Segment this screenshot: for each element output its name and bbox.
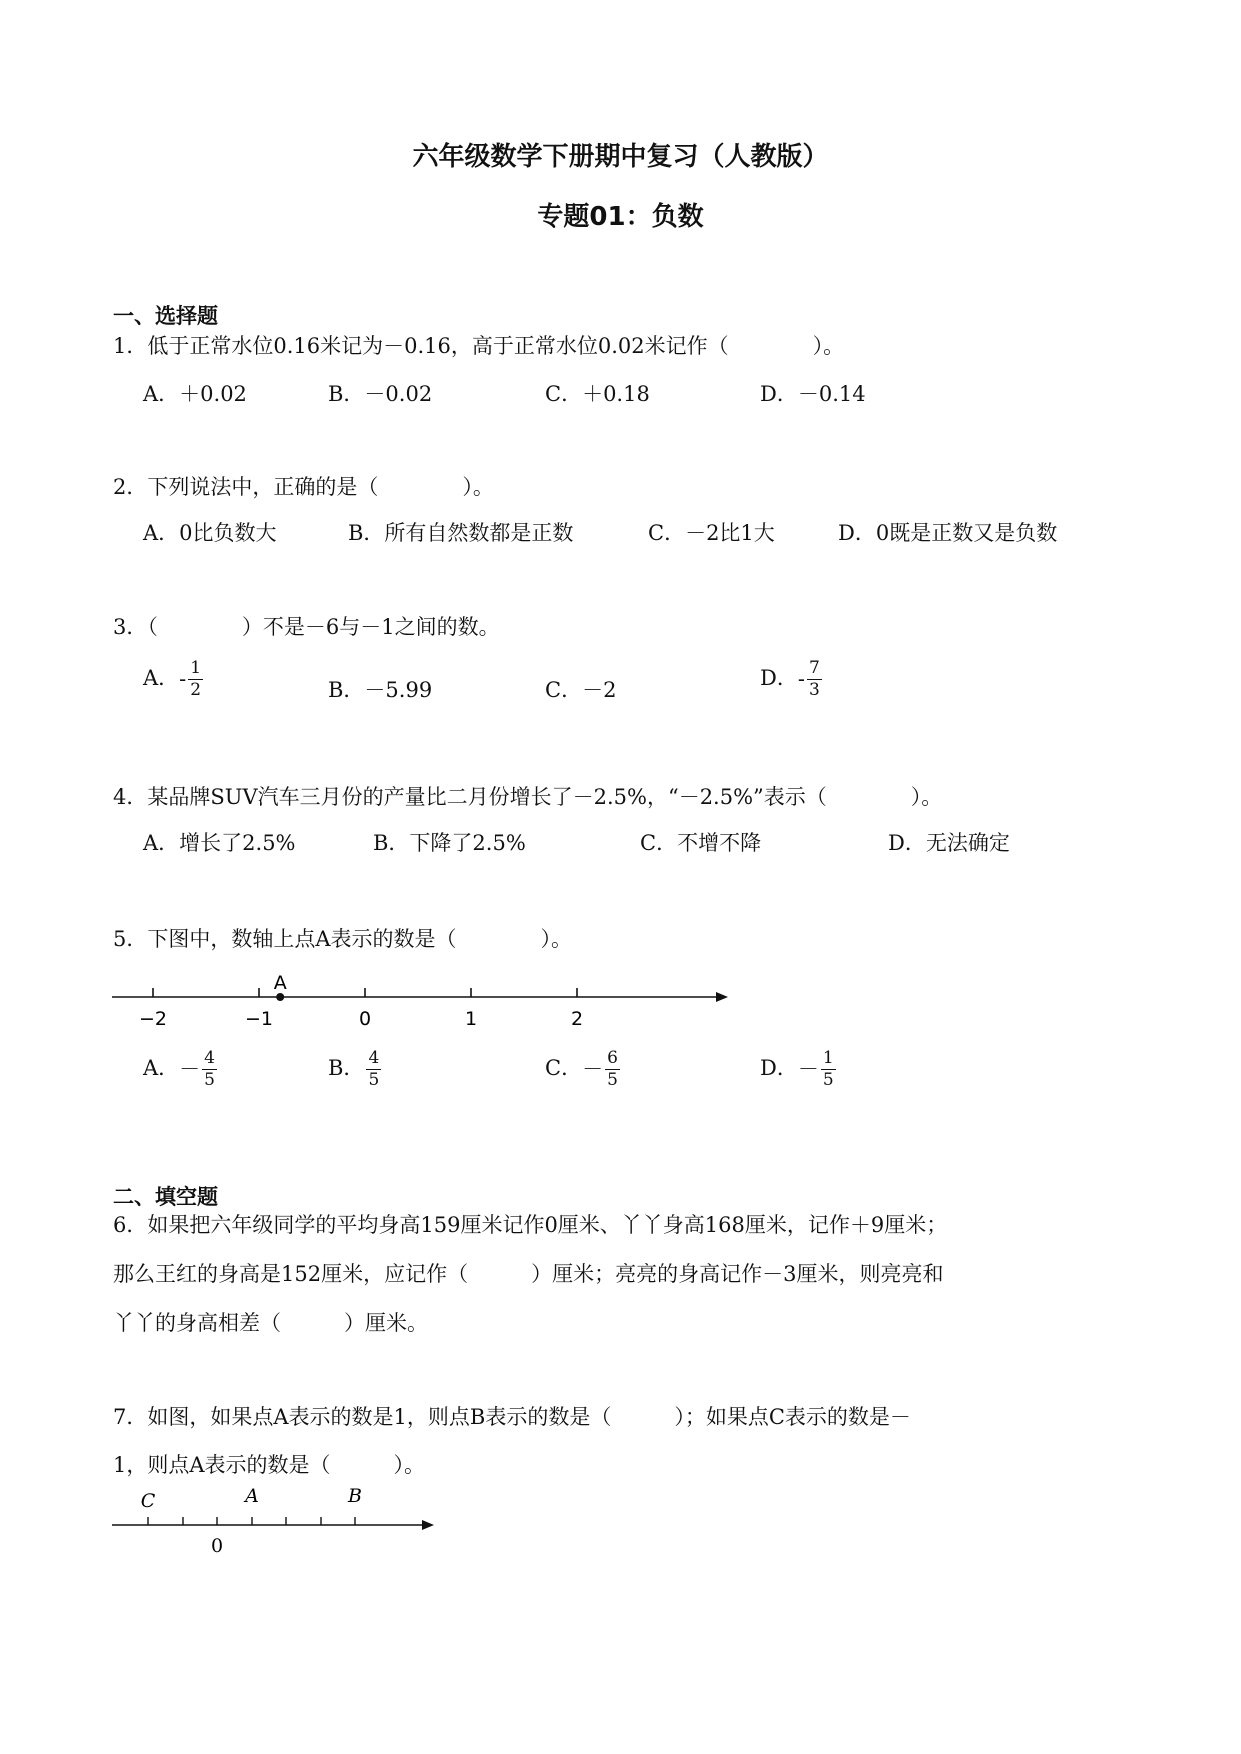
question-6-line-2: 那么王红的身高是152厘米，应记作（ ）厘米；亮亮的身高记作－3厘米，则亮亮和 bbox=[113, 1262, 944, 1286]
question-4-stem: 4．某品牌SUV汽车三月份的产量比二月份增长了－2.5%，“－2.5%”表示（ ）。 bbox=[113, 785, 943, 809]
fraction-denominator: 3 bbox=[808, 680, 820, 700]
fraction-denominator: 5 bbox=[607, 1070, 618, 1090]
fraction bbox=[188, 660, 203, 699]
question-2-option-d: D．0既是正数又是负数 bbox=[838, 521, 1058, 545]
fraction bbox=[202, 1050, 217, 1089]
question-3-stem: 3．（ ）不是－6与－1之间的数。 bbox=[113, 615, 500, 639]
fraction-denominator: 5 bbox=[204, 1070, 215, 1090]
question-1-option-c: C．＋0.18 bbox=[545, 382, 650, 406]
fraction bbox=[821, 1050, 836, 1089]
question-4-option-a: A．增长了2.5% bbox=[143, 831, 296, 855]
tick-label: 2 bbox=[570, 1008, 584, 1030]
point-a-label: A bbox=[245, 1485, 259, 1507]
question-3-option-a bbox=[143, 660, 203, 699]
fraction-sign: - bbox=[179, 667, 187, 691]
question-5-option-a bbox=[143, 1050, 217, 1089]
fraction-sign: － bbox=[797, 1057, 819, 1081]
tick-label: 1 bbox=[464, 1008, 478, 1030]
page-subtitle: 专题01：负数 bbox=[537, 202, 704, 232]
question-4-option-b: B．下降了2.5% bbox=[373, 831, 526, 855]
fraction bbox=[807, 660, 822, 699]
fraction-denominator: 5 bbox=[368, 1070, 380, 1090]
question-5-option-b bbox=[328, 1050, 381, 1089]
tick-label: −1 bbox=[244, 1008, 274, 1030]
question-6-line-1: 6．如果把六年级同学的平均身高159厘米记作0厘米、丫丫身高168厘米，记作＋9厘米； bbox=[113, 1213, 948, 1237]
question-1-option-a: A．＋0.02 bbox=[143, 382, 247, 406]
question-6-line-3: 丫丫的身高相差（ ）厘米。 bbox=[113, 1311, 428, 1335]
question-7-line-2: 1，则点A表示的数是（ ）。 bbox=[113, 1453, 426, 1477]
question-3-option-b: B．－5.99 bbox=[328, 678, 433, 702]
number-line-arrow bbox=[716, 992, 728, 1002]
option-label: C． bbox=[545, 1056, 583, 1080]
zero-label: 0 bbox=[210, 1535, 224, 1557]
option-label: A． bbox=[143, 666, 180, 690]
question-1-option-d: D．－0.14 bbox=[760, 382, 866, 406]
fraction bbox=[366, 1050, 381, 1089]
number-line-figure-7 bbox=[100, 1480, 440, 1560]
question-2-stem: 2．下列说法中，正确的是（ ）。 bbox=[113, 475, 494, 499]
question-3-option-c: C．－2 bbox=[545, 678, 617, 702]
option-label: A． bbox=[143, 1056, 180, 1080]
point-a-marker bbox=[276, 993, 284, 1001]
number-line-figure-5 bbox=[100, 965, 730, 1035]
number-line-arrow bbox=[422, 1520, 434, 1530]
question-2-option-b: B．所有自然数都是正数 bbox=[348, 521, 574, 545]
tick-label: −2 bbox=[138, 1008, 168, 1030]
point-b-label: B bbox=[348, 1485, 362, 1507]
tick-label: 0 bbox=[358, 1008, 372, 1030]
fraction-sign: － bbox=[582, 1057, 604, 1081]
fraction bbox=[605, 1050, 620, 1089]
fraction-numerator: 6 bbox=[607, 1048, 618, 1068]
section-heading-choice: 一、选择题 bbox=[113, 304, 218, 328]
page-title: 六年级数学下册期中复习（人教版） bbox=[412, 142, 829, 172]
question-2-option-c: C．－2比1大 bbox=[648, 521, 775, 545]
fraction-numerator: 4 bbox=[368, 1048, 380, 1068]
fraction-sign: － bbox=[179, 1057, 201, 1081]
point-c-label: C bbox=[140, 1490, 156, 1512]
option-label: D． bbox=[760, 666, 798, 690]
question-5-option-c bbox=[545, 1050, 620, 1089]
section-heading-fill: 二、填空题 bbox=[113, 1185, 218, 1209]
fraction-numerator: 7 bbox=[808, 658, 820, 678]
fraction-denominator: 2 bbox=[190, 680, 202, 700]
question-7-line-1: 7．如图，如果点A表示的数是1，则点B表示的数是（ ）；如果点C表示的数是－ bbox=[113, 1405, 911, 1429]
question-1-stem: 1．低于正常水位0.16米记为－0.16，高于正常水位0.02米记作（ ）。 bbox=[113, 334, 845, 358]
option-label: B． bbox=[328, 1056, 365, 1080]
fraction-sign: - bbox=[797, 667, 805, 691]
question-5-stem: 5．下图中，数轴上点A表示的数是（ ）。 bbox=[113, 927, 573, 951]
question-5-option-d bbox=[760, 1050, 836, 1089]
fraction-numerator: 4 bbox=[204, 1048, 215, 1068]
fraction-numerator: 1 bbox=[822, 1048, 834, 1068]
option-label: D． bbox=[760, 1056, 798, 1080]
question-1-option-b: B．－0.02 bbox=[328, 382, 433, 406]
question-4-option-c: C．不增不降 bbox=[640, 831, 762, 855]
question-2-option-a: A．0比负数大 bbox=[143, 521, 277, 545]
fraction-denominator: 5 bbox=[822, 1070, 834, 1090]
question-4-option-d: D．无法确定 bbox=[888, 831, 1010, 855]
fraction-numerator: 1 bbox=[190, 658, 202, 678]
question-3-option-d bbox=[760, 660, 822, 699]
point-a-label: A bbox=[273, 972, 287, 994]
